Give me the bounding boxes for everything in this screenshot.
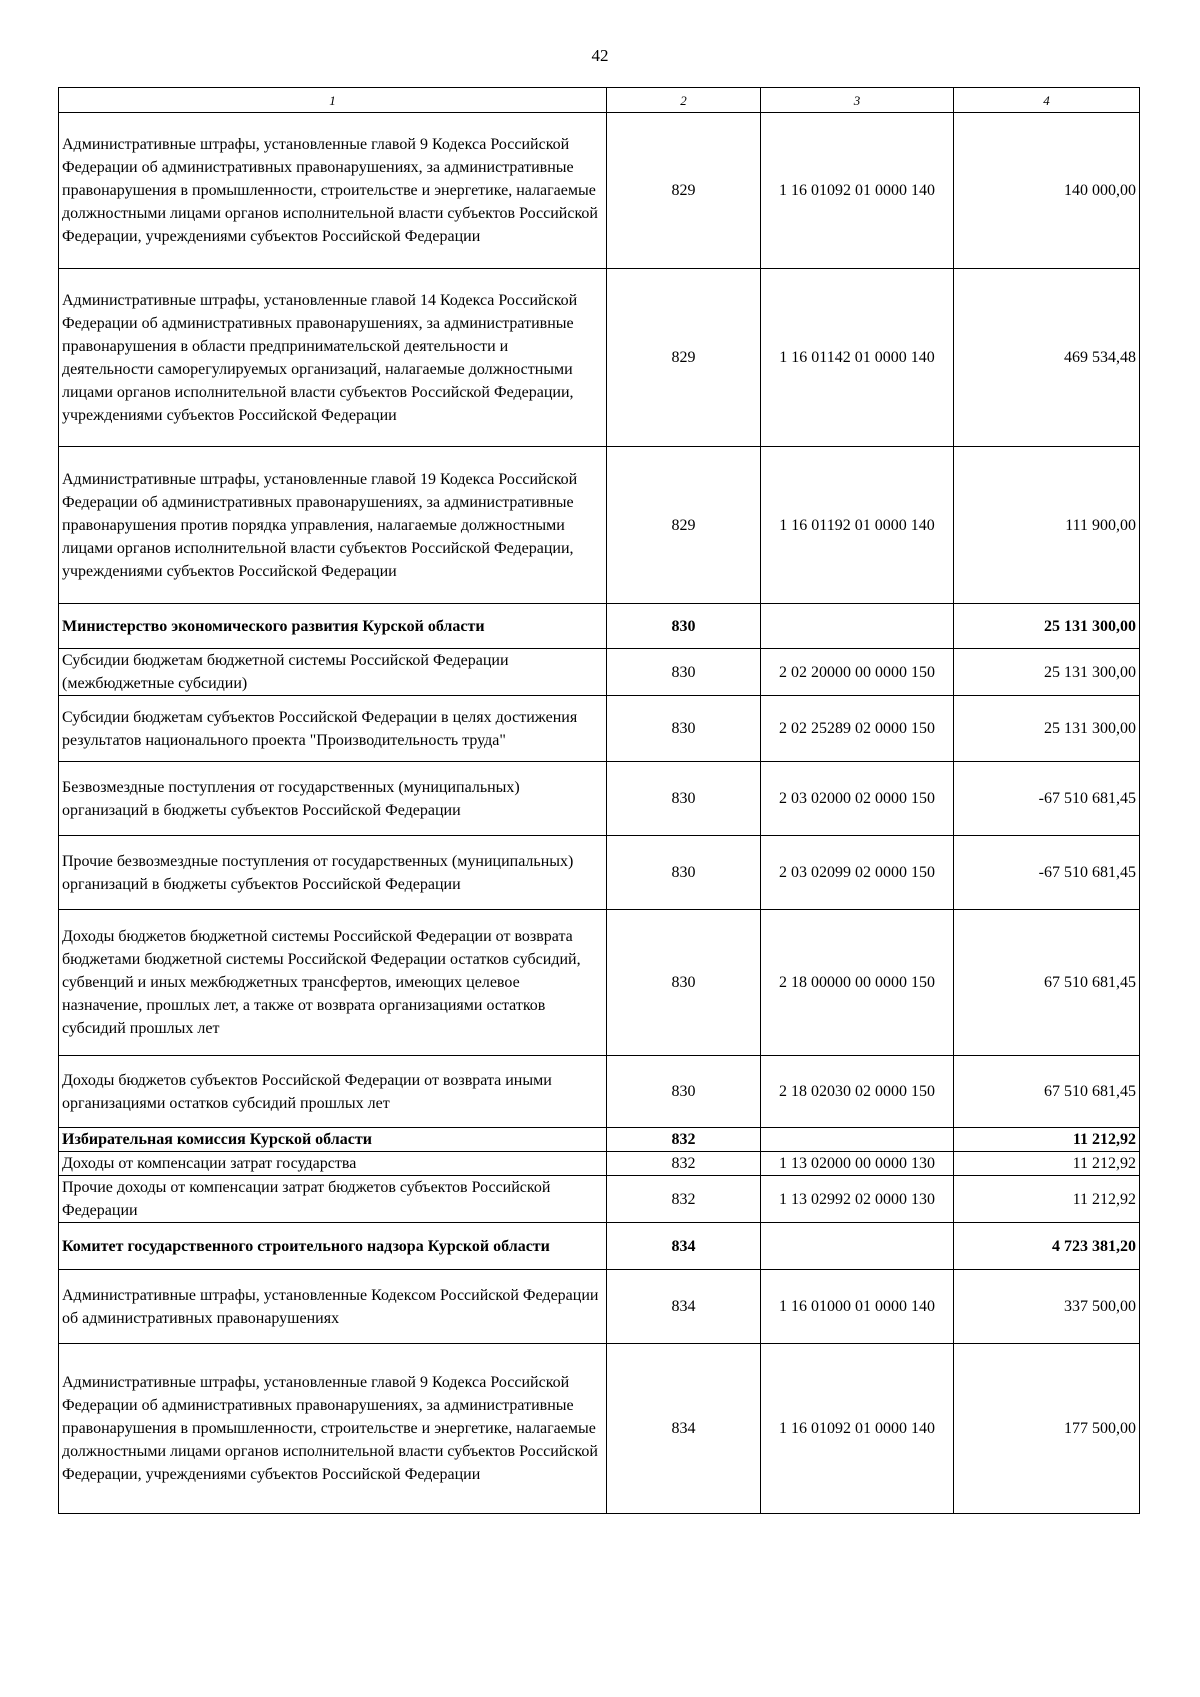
table-row xyxy=(59,113,1140,269)
amount: 67 510 681,45 xyxy=(954,1056,1140,1128)
budget-classification-code: 2 18 02030 02 0000 150 xyxy=(761,1056,954,1128)
table-row xyxy=(59,696,1140,762)
budget-classification-code: 1 16 01092 01 0000 140 xyxy=(761,113,954,269)
revenue-table xyxy=(58,87,1140,1514)
column-number: 1 xyxy=(59,88,607,113)
revenue-name: Административные штрафы, установленные главой 14 Кодекса Российской Федерации об административных правонарушениях, за административные правонарушения в области предпринимательской деятельности и деятельности саморегулируемых организаций, налагаемые должностными лицами органов исполнительной власти субъектов Российской Федерации, учреждениями субъектов Российской Федерации xyxy=(59,269,607,447)
column-number: 4 xyxy=(954,88,1140,113)
column-number: 2 xyxy=(607,88,761,113)
amount: 11 212,92 xyxy=(954,1176,1140,1223)
column-number-row xyxy=(59,88,1140,113)
organization-name: Избирательная комиссия Курской области xyxy=(59,1128,607,1152)
table-row xyxy=(59,269,1140,447)
budget-classification-code xyxy=(761,1223,954,1270)
amount-total: 25 131 300,00 xyxy=(954,604,1140,649)
organization-name: Комитет государственного строительного надзора Курской области xyxy=(59,1223,607,1270)
admin-code: 829 xyxy=(607,113,761,269)
revenue-name: Безвозмездные поступления от государственных (муниципальных) организаций в бюджеты субъектов Российской Федерации xyxy=(59,762,607,836)
revenue-name: Доходы бюджетов бюджетной системы Российской Федерации от возврата бюджетами бюджетной системы Российской Федерации остатков субсидий, субвенций и иных межбюджетных трансфертов, имеющих целевое назначение, прошлых лет, а также от возврата организациями остатков субсидий прошлых лет xyxy=(59,910,607,1056)
revenue-name: Субсидии бюджетам субъектов Российской Федерации в целях достижения результатов национального проекта "Производительность труда" xyxy=(59,696,607,762)
amount: 11 212,92 xyxy=(954,1152,1140,1176)
column-number: 3 xyxy=(761,88,954,113)
budget-classification-code xyxy=(761,1128,954,1152)
amount: 469 534,48 xyxy=(954,269,1140,447)
admin-code: 829 xyxy=(607,269,761,447)
revenue-name: Административные штрафы, установленные главой 19 Кодекса Российской Федерации об административных правонарушениях, за административные правонарушения против порядка управления, налагаемые должностными лицами органов исполнительной власти субъектов Российской Федерации, учреждениями субъектов Российской Федерации xyxy=(59,447,607,604)
amount-total: 11 212,92 xyxy=(954,1128,1140,1152)
admin-code: 830 xyxy=(607,836,761,910)
revenue-name: Административные штрафы, установленные главой 9 Кодекса Российской Федерации об административных правонарушениях, за административные правонарушения в промышленности, строительстве и энергетике, налагаемые должностными лицами органов исполнительной власти субъектов Российской Федерации, учреждениями субъектов Российской Федерации xyxy=(59,1344,607,1514)
budget-classification-code: 1 16 01192 01 0000 140 xyxy=(761,447,954,604)
admin-code: 830 xyxy=(607,1056,761,1128)
amount: -67 510 681,45 xyxy=(954,762,1140,836)
admin-code: 830 xyxy=(607,604,761,649)
amount: 177 500,00 xyxy=(954,1344,1140,1514)
budget-classification-code: 2 02 25289 02 0000 150 xyxy=(761,696,954,762)
admin-code: 830 xyxy=(607,649,761,696)
revenue-name: Прочие доходы от компенсации затрат бюджетов субъектов Российской Федерации xyxy=(59,1176,607,1223)
table-row xyxy=(59,649,1140,696)
table-row xyxy=(59,762,1140,836)
amount: 337 500,00 xyxy=(954,1270,1140,1344)
budget-classification-code xyxy=(761,604,954,649)
admin-code: 832 xyxy=(607,1176,761,1223)
page-number: 42 xyxy=(591,46,609,65)
revenue-name: Субсидии бюджетам бюджетной системы Российской Федерации (межбюджетные субсидии) xyxy=(59,649,607,696)
table-row xyxy=(59,1344,1140,1514)
amount: -67 510 681,45 xyxy=(954,836,1140,910)
admin-code: 834 xyxy=(607,1223,761,1270)
amount: 111 900,00 xyxy=(954,447,1140,604)
table-row xyxy=(59,910,1140,1056)
table-row xyxy=(59,1270,1140,1344)
revenue-name: Административные штрафы, установленные главой 9 Кодекса Российской Федерации об административных правонарушениях, за административные правонарушения в промышленности, строительстве и энергетике, налагаемые должностными лицами органов исполнительной власти субъектов Российской Федерации, учреждениями субъектов Российской Федерации xyxy=(59,113,607,269)
table-row xyxy=(59,1176,1140,1223)
admin-code: 832 xyxy=(607,1128,761,1152)
budget-classification-code: 1 16 01092 01 0000 140 xyxy=(761,1344,954,1514)
admin-code: 834 xyxy=(607,1344,761,1514)
amount-total: 4 723 381,20 xyxy=(954,1223,1140,1270)
amount: 25 131 300,00 xyxy=(954,696,1140,762)
revenue-name: Прочие безвозмездные поступления от государственных (муниципальных) организаций в бюджеты субъектов Российской Федерации xyxy=(59,836,607,910)
admin-code: 830 xyxy=(607,696,761,762)
amount: 67 510 681,45 xyxy=(954,910,1140,1056)
budget-classification-code: 2 03 02099 02 0000 150 xyxy=(761,836,954,910)
revenue-name: Доходы бюджетов субъектов Российской Федерации от возврата иными организациями остатков субсидий прошлых лет xyxy=(59,1056,607,1128)
admin-code: 830 xyxy=(607,762,761,836)
revenue-name: Доходы от компенсации затрат государства xyxy=(59,1152,607,1176)
table-row xyxy=(59,447,1140,604)
budget-classification-code: 2 02 20000 00 0000 150 xyxy=(761,649,954,696)
table-row xyxy=(59,836,1140,910)
amount: 25 131 300,00 xyxy=(954,649,1140,696)
admin-code: 834 xyxy=(607,1270,761,1344)
budget-classification-code: 1 16 01000 01 0000 140 xyxy=(761,1270,954,1344)
budget-classification-code: 2 18 00000 00 0000 150 xyxy=(761,910,954,1056)
organization-name: Министерство экономического развития Курской области xyxy=(59,604,607,649)
budget-classification-code: 1 13 02000 00 0000 130 xyxy=(761,1152,954,1176)
admin-code: 832 xyxy=(607,1152,761,1176)
table-row-organization xyxy=(59,1223,1140,1270)
table-row-organization xyxy=(59,1128,1140,1152)
table-row xyxy=(59,1152,1140,1176)
revenue-name: Административные штрафы, установленные Кодексом Российской Федерации об административных правонарушениях xyxy=(59,1270,607,1344)
budget-classification-code: 1 16 01142 01 0000 140 xyxy=(761,269,954,447)
amount: 140 000,00 xyxy=(954,113,1140,269)
table-row-organization xyxy=(59,604,1140,649)
admin-code: 829 xyxy=(607,447,761,604)
budget-classification-code: 1 13 02992 02 0000 130 xyxy=(761,1176,954,1223)
table-row xyxy=(59,1056,1140,1128)
budget-classification-code: 2 03 02000 02 0000 150 xyxy=(761,762,954,836)
admin-code: 830 xyxy=(607,910,761,1056)
